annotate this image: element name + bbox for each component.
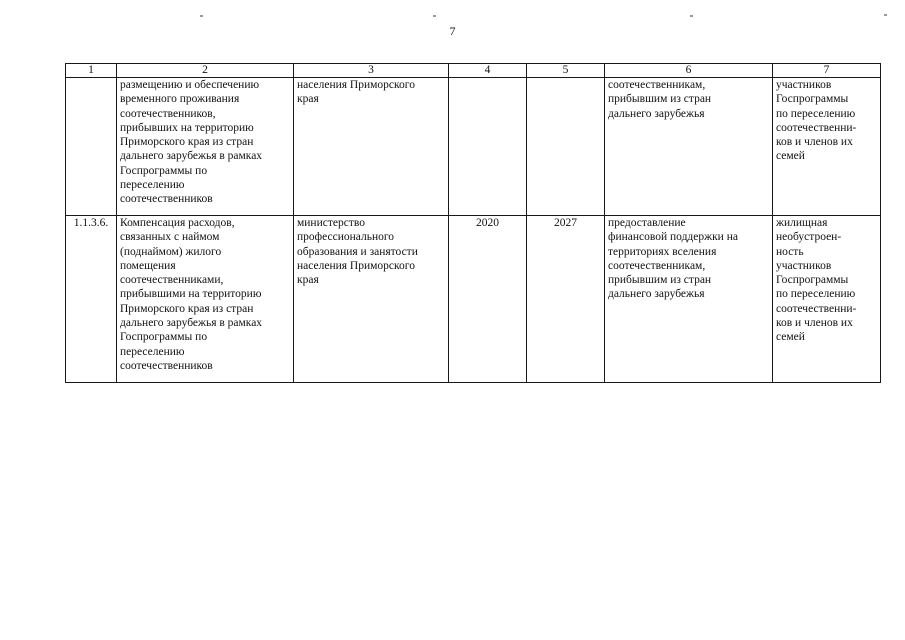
scan-speck (690, 15, 693, 17)
table-row (66, 216, 881, 383)
measure-description: Компенсация расходов, связанных с наймом (поднаймом) жилого помещения соотечественниками, прибывшими на территорию Приморского края из стран дальнего зарубежья в рамках Госпрограммы по переселению соотечественников (117, 216, 294, 383)
column-header: 7 (773, 64, 881, 78)
scan-speck (433, 15, 436, 17)
column-header: 4 (449, 64, 527, 78)
start-year: 2020 (449, 216, 527, 383)
measure-number (66, 78, 117, 216)
column-header: 1 (66, 64, 117, 78)
measure-description: размещению и обеспечению временного проживания соотечественников, прибывших на территорию Приморского края из стран дальнего зарубежья в рамках Госпрограммы по переселению соотечественников (117, 78, 294, 216)
measure-number: 1.1.3.6. (66, 216, 117, 383)
end-year: 2027 (527, 216, 605, 383)
expected-result: предоставление финансовой поддержки на территориях вселения соотечественникам, прибывшим из стран дальнего зарубежья (605, 216, 773, 383)
end-year (527, 78, 605, 216)
page-number: 7 (449, 24, 456, 38)
column-header: 2 (117, 64, 294, 78)
start-year (449, 78, 527, 216)
problem-addressed: жилищная необустроен- ность участников Госпрограммы по переселению соотечественни- ков и членов их семей (773, 216, 881, 383)
scan-speck (200, 15, 203, 17)
responsible-executor: министерство профессионального образования и занятости населения Приморского края (294, 216, 449, 383)
column-header: 6 (605, 64, 773, 78)
column-header: 3 (294, 64, 449, 78)
problem-addressed: участников Госпрограммы по переселению соотечественни- ков и членов их семей (773, 78, 881, 216)
column-number-row (66, 64, 881, 78)
responsible-executor: населения Приморского края (294, 78, 449, 216)
expected-result: соотечественникам, прибывшим из стран дальнего зарубежья (605, 78, 773, 216)
column-header: 5 (527, 64, 605, 78)
scan-speck (884, 14, 887, 16)
program-measures-table (65, 63, 881, 383)
table-row (66, 78, 881, 216)
